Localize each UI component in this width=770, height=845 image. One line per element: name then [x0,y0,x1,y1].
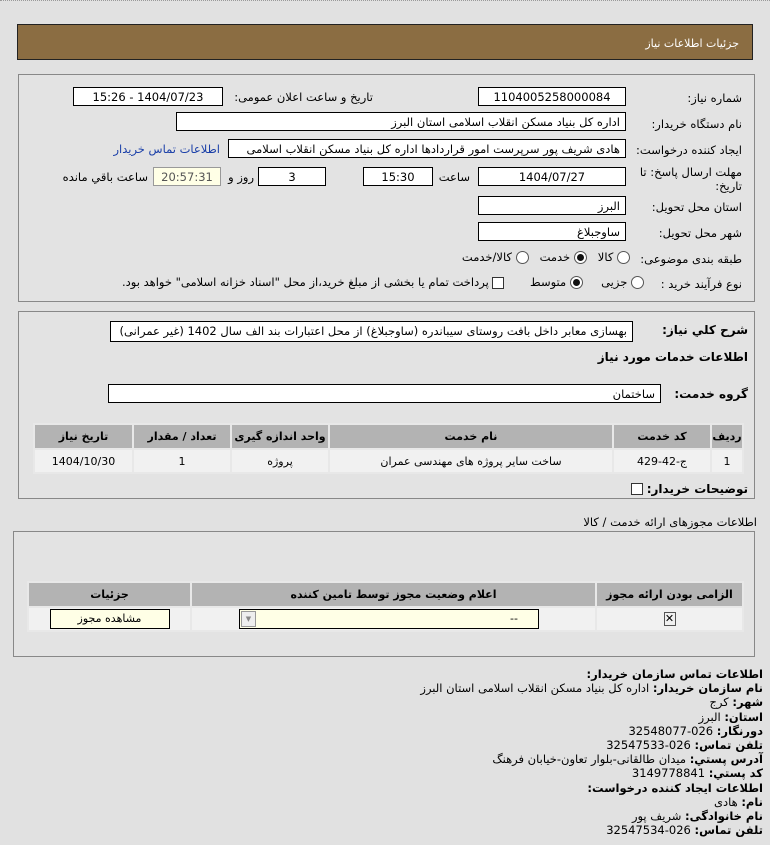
buyer-label: نام دستگاه خریدار: [651,117,742,131]
need-number-label: شماره نیاز: [687,91,742,105]
time-label: ساعت [438,170,470,184]
process-radio-minor[interactable] [631,276,644,289]
description-label: شرح كلي نياز: [662,323,748,337]
col-qty: تعداد / مقدار [133,424,231,449]
phone-label: تلفن تماس: [694,738,763,753]
category-radio-goods[interactable] [617,251,630,264]
contact-title: اطلاعات تماس سازمان خریدار: [586,667,763,681]
city-field: ساوجبلاغ [478,222,626,241]
fax-label: دورنگار: [716,723,763,738]
announce-label: تاریخ و ساعت اعلان عمومی: [234,90,373,104]
name-value: هادی [713,794,738,809]
cell-code: ج-42-429 [613,449,711,473]
col-permit-details: جزئیات [28,582,191,607]
process-label: نوع فرآیند خرید : [660,277,742,291]
service-group-field: ساختمان [108,384,661,403]
fax-value: 026-32548077 [628,723,714,738]
announce-field: 1404/07/23 - 15:26 [73,87,223,106]
category-goods-service-label: کالا/خدمت [461,250,512,264]
cell-permit-status [191,607,596,631]
deadline-label-2: تاریخ: [715,179,742,193]
family-label: نام خانوادگی: [685,809,763,824]
required-checkbox-icon: ✕ [664,612,675,625]
category-radio-group [462,250,630,264]
cell-permit-details [28,607,191,631]
buyer-contact-info [63,667,763,837]
city-label: شهر محل تحویل: [658,226,742,240]
phone-value: 026-32547533 [606,738,691,753]
table-row [34,449,743,473]
name-label: نام: [741,794,763,809]
view-permit-button[interactable]: مشاهده مجوز [50,609,170,629]
remaining-time-field: 20:57:31 [153,167,221,186]
province-value: البرز [698,709,721,724]
col-name: نام خدمت [329,424,613,449]
creator-title: اطلاعات ایجاد کننده درخواست: [587,780,763,795]
category-radio-goods-service[interactable] [516,251,529,264]
col-unit: واحد اندازه گیری [231,424,329,449]
permits-table [27,581,744,632]
col-permit-status: اعلام وضعیت مجوز توسط تامین کننده [191,582,596,607]
service-group-label: گروه خدمت: [674,387,748,401]
permits-row [28,607,743,631]
process-medium-label: متوسط [530,275,567,289]
services-section-title: اطلاعات خدمات مورد نیاز [597,350,748,364]
province-label: استان: [724,709,763,724]
province-label: استان محل تحویل: [651,200,742,214]
city-label: شهر: [732,695,763,710]
table-header-row [34,424,743,449]
payment-note: پرداخت تمام یا بخشی از مبلغ خرید،از محل "اسناد خزانه اسلامی" خواهد بود. [122,275,489,289]
buyer-notes-checkbox[interactable] [631,483,643,495]
address-value: میدان طالقانی-بلوار تعاون-خیابان فرهنگ [492,752,687,767]
services-table [33,423,744,474]
creator-phone-label: تلفن تماس: [694,823,763,838]
org-value: اداره کل بنیاد مسکن انقلاب اسلامی استان البرز [420,681,650,696]
treasury-payment-checkbox[interactable] [492,277,504,289]
deadline-date-field: 1404/07/27 [478,167,626,186]
need-info-panel [18,74,755,302]
address-label: آدرس پستي: [689,752,763,767]
creator-field: هادی شریف پور سرپرست امور قراردادها اداره کل بنیاد مسکن انقلاب اسلامی [228,139,626,158]
permits-title: اطلاعات مجوزهای ارائه خدمت / کالا [583,515,757,529]
cell-permit-required [596,607,743,631]
deadline-label: مهلت ارسال پاسخ: تا [639,165,742,179]
org-label: نام سازمان خریدار: [652,681,763,696]
permit-status-select[interactable] [239,609,539,629]
col-row: ردیف [711,424,743,449]
remaining-label: ساعت باقي مانده [62,170,148,184]
cell-name: ساخت سایر پروژه های مهندسی عمران [329,449,613,473]
col-code: کد خدمت [613,424,711,449]
category-service-label: خدمت [539,250,571,264]
buyer-contact-link[interactable]: اطلاعات تماس خریدار [113,142,220,156]
dropdown-arrow-icon: ▼ [241,611,256,627]
page-title: جزئیات اطلاعات نیاز [645,37,739,50]
days-field: 3 [258,167,326,186]
cell-qty: 1 [133,449,231,473]
col-date: تاریخ نیاز [34,424,133,449]
process-minor-label: جزیی [601,275,628,289]
days-label: روز و [228,170,254,184]
creator-phone-value: 026-32547534 [606,823,691,838]
permits-header-row [28,582,743,607]
cell-unit: پروژه [231,449,329,473]
deadline-time-field: 15:30 [363,167,433,186]
buyer-notes-label: توضیحات خریدار: [646,482,748,496]
postal-value: 3149778841 [631,766,706,781]
buyer-field: اداره کل بنیاد مسکن انقلاب اسلامی استان البرز [176,112,626,131]
process-radio-medium[interactable] [570,276,583,289]
cell-date: 1404/10/30 [34,449,133,473]
process-radio-group [122,275,644,289]
category-radio-service[interactable] [574,251,587,264]
description-field: بهسازی معابر داخل بافت روستای سیباندره (ساوجبلاغ) از محل اعتبارات بند الف سال 1402 (غیر عمرانی) [110,321,633,342]
cell-row: 1 [711,449,743,473]
page-header [17,24,753,60]
city-value: کرج [709,695,729,710]
need-number-field: 1104005258000084 [478,87,626,106]
col-permit-required: الزامی بودن ارائه مجوز [596,582,743,607]
category-label: طبقه بندی موضوعی: [640,252,742,266]
province-field: البرز [478,196,626,215]
postal-label: کد پستي: [708,766,763,781]
category-goods-label: کالا [597,250,614,264]
permit-status-value: -- [510,612,518,625]
family-value: شریف پور [631,809,682,824]
creator-label: ایجاد کننده درخواست: [636,143,742,157]
